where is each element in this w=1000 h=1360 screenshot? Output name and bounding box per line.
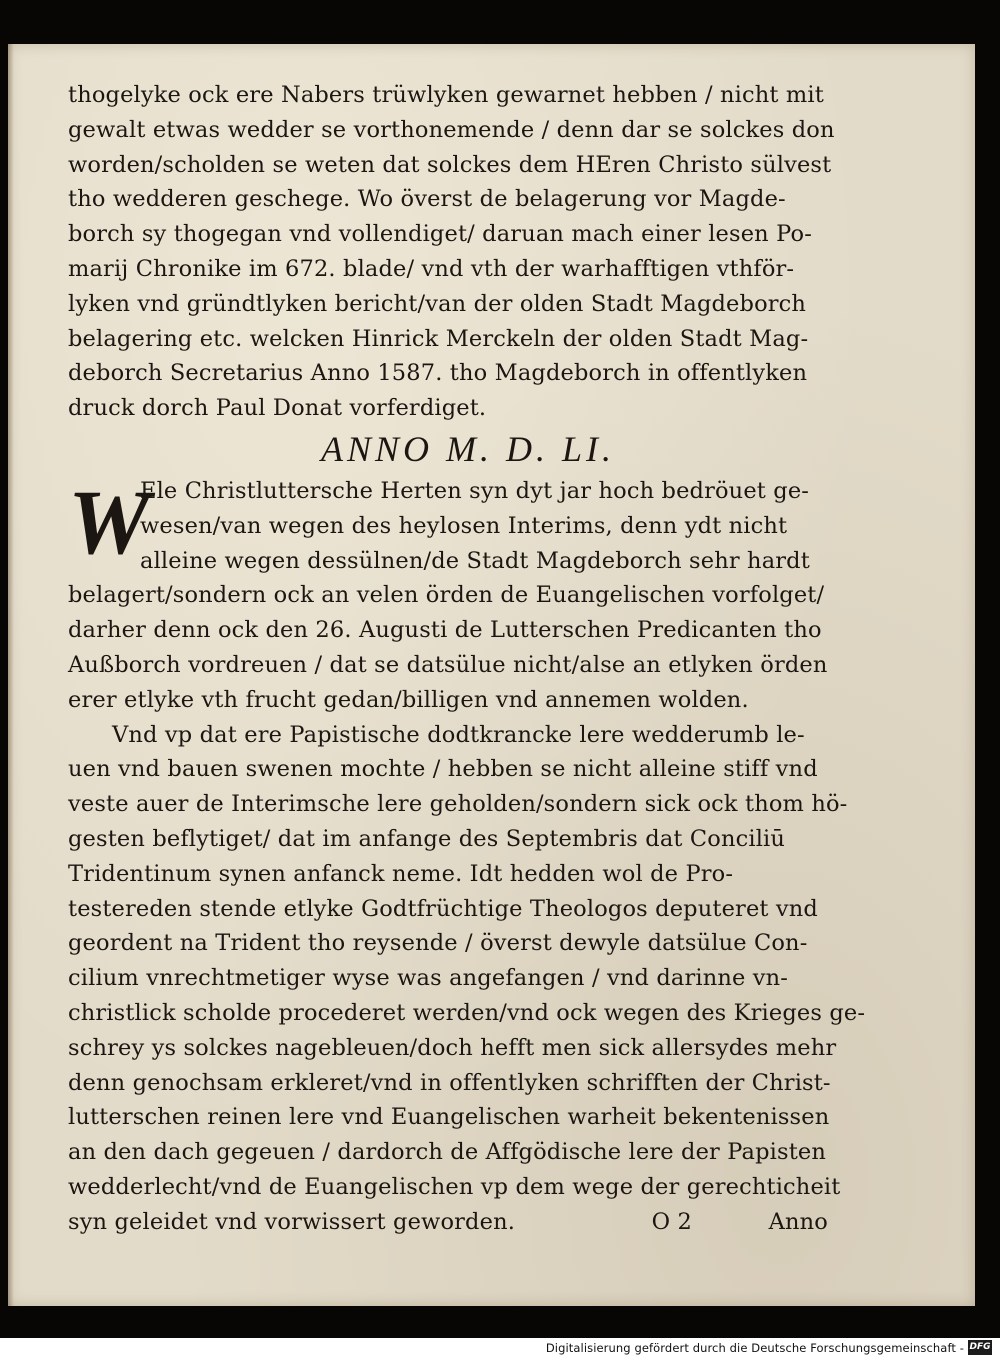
text-line: Tridentinum synen anfanck neme. Idt hedden wol de Pro- [68,860,734,887]
text-line: uen vnd bauen swenen mochte / hebben se nicht alleine stiff vnd [68,756,818,783]
text-line: darher denn ock den 26. Augusti de Lutterschen Predicanten tho [68,617,822,644]
text-line-end: syn geleidet vnd vorwissert geworden. [68,1208,516,1235]
opening-paragraph [68,78,835,426]
funding-credit: Digitalisierung gefördert durch die Deutsche Forschungsgemeinschaft - [545,1341,964,1355]
text-line: christlick scholde procederet werden/vnd ock wegen des Krieges ge- [68,999,866,1026]
text-line: geordent na Trident tho reysende / överst dewyle datsülue Con- [68,930,808,957]
last-text-line [68,1205,828,1240]
page-gutter-shadow [8,44,14,1306]
text-line: Außborch vordreuen / dat se datsülue nicht/alse an etlyken örden [68,651,828,678]
text-line: denn genochsam erkleret/vnd in offentlyken schrifften der Christ- [68,1069,831,1096]
text-line: testereden stende etlyke Godtfrüchtige Theologos deputeret vnd [68,895,818,922]
text-line: gesten beflytiget/ dat im anfange des Septembris dat Conciliū [68,825,786,852]
text-line: wesen/van wegen des heylosen Interims, denn ydt nicht [140,512,788,539]
dfg-logo: DFG [968,1340,992,1355]
page-sheet [8,44,975,1306]
text-line: lyken vnd gründtlyken bericht/van der olden Stadt Magdeborch [68,290,807,317]
text-line: belagert/sondern ock an velen örden de Euangelischen vorfolget/ [68,582,825,609]
text-line: belagering etc. welcken Hinrick Merckeln der olden Stadt Mag- [68,325,809,352]
text-line: borch sy thogegan vnd vollendiget/ daruan mach einer lesen Po- [68,221,812,248]
text-line: druck dorch Paul Donat vorferdiget. [68,395,487,422]
text-line: erer etlyke vth frucht gedan/billigen vnd annemen wolden. [68,686,749,713]
text-line: lutterschen reinen lere vnd Euangelischen warheit bekentenissen [68,1104,830,1131]
drop-cap-initial: W [68,470,150,573]
text-line: deborch Secretarius Anno 1587. tho Magdeborch in offentlyken [68,360,808,387]
catchword: Anno [768,1208,828,1235]
text-line: alleine wegen dessülnen/de Stadt Magdeborch sehr hardt [140,547,810,574]
text-line: an den dach gegeuen / dardorch de Affgödische lere der Papisten [68,1139,827,1166]
text-line: tho wedderen geschege. Wo överst de belagerung vor Magde- [68,186,786,213]
paragraph-anno-1551 [68,470,828,718]
text-line: Ele Christluttersche Herten syn dyt jar hoch bedröuet ge- [140,477,810,504]
text-line: Vnd vp dat ere Papistische dodtkrancke lere wedderumb le- [112,721,805,748]
year-heading: ANNO M. D. LI. [320,428,615,469]
text-line: veste auer de Interimsche lere geholden/sondern sick ock thom hö- [68,791,848,818]
text-line: thogelyke ock ere Nabers trüwlyken gewarnet hebben / nicht mit [68,82,824,108]
text-line: worden/scholden se weten dat solckes dem HEren Christo sülvest [68,151,832,178]
text-block [68,78,866,1240]
text-line: marij Chronike im 672. blade/ vnd vth der warhafftigen vthför- [68,255,795,282]
text-line: wedderlecht/vnd de Euangelischen vp dem wege der gerechticheit [68,1173,841,1200]
signature-mark: O 2 [651,1208,692,1235]
text-line: schrey ys solckes nagebleuen/doch hefft men sick allersydes mehr [68,1034,837,1061]
paragraph-council [68,718,866,1240]
text-line: gewalt etwas wedder se vorthonemende / denn dar se solckes don [68,116,835,143]
text-line: cilium vnrechtmetiger wyse was angefangen / vnd darinne vn- [68,965,789,992]
